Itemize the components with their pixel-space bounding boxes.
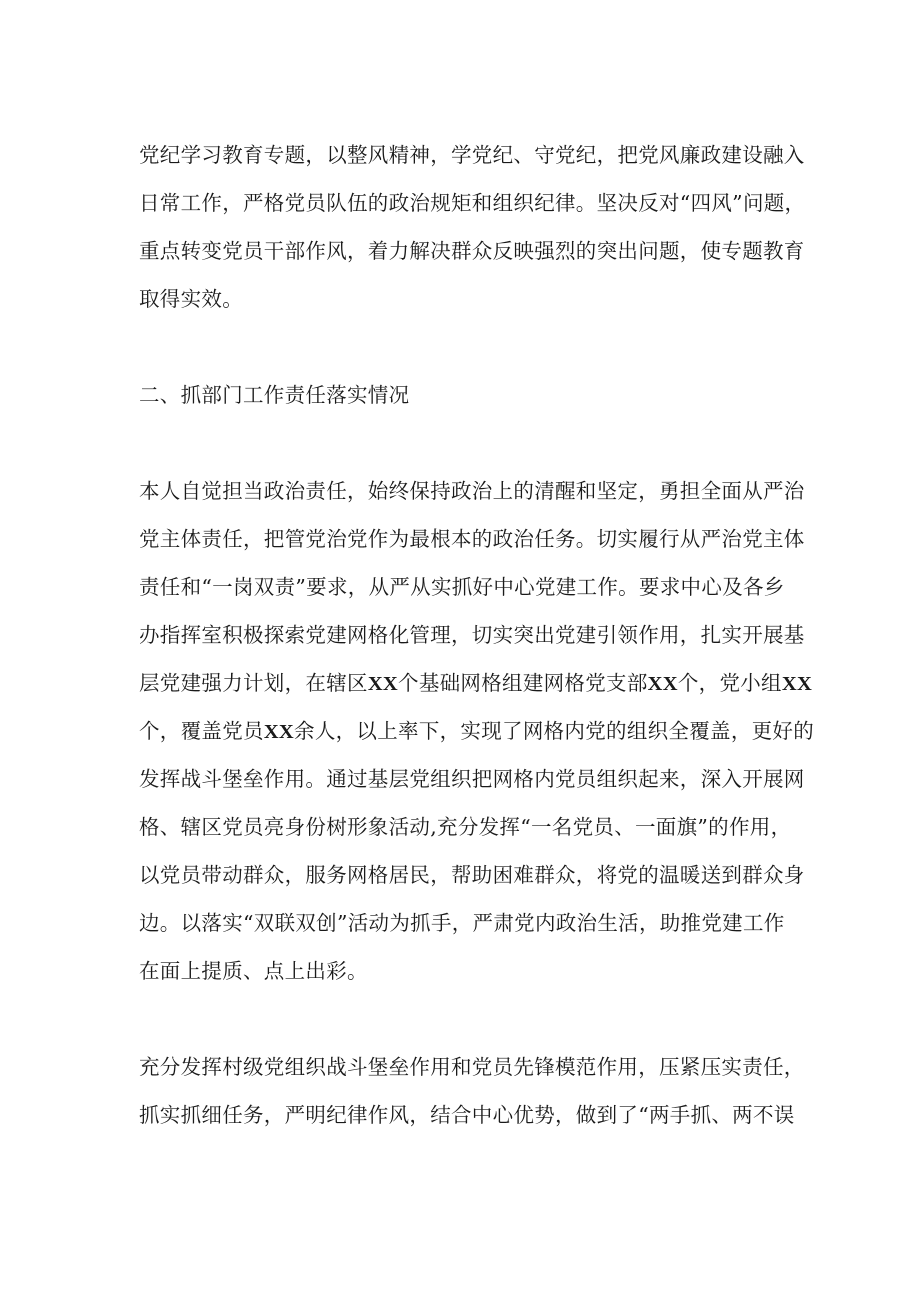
line-6-text-a: 个，覆盖党员 — [139, 719, 264, 743]
paragraph-1-line-1: 党纪学习教育专题，以整风精神，学党纪、守党纪，把党风廉政建设融入 — [139, 143, 805, 167]
paragraph-1-line-3: 重点转变党员干部作风，着力解决群众反映强烈的突出问题，使专题教育 — [139, 239, 805, 263]
paragraph-2-line-6 — [139, 718, 814, 745]
line-5-text-e: 个，党小组 — [677, 671, 782, 695]
paragraph-1-line-4: 取得实效。 — [139, 287, 243, 311]
paragraph-2-line-8: 格、辖区党员亮身份树形象活动,充分发挥“一名党员、一面旗”的作用， — [139, 815, 792, 839]
paragraph-2-line-2: 党主体责任，把管党治党作为最根本的政治任务。切实履行从严治党主体 — [139, 527, 805, 551]
paragraph-2-line-7: 发挥战斗堡垒作用。通过基层党组织把网格内党员组织起来，深入开展网 — [139, 767, 805, 791]
paragraph-2-line-4: 办指挥室积极探索党建网格化管理，切实突出党建引领作用，扎实开展基 — [139, 623, 805, 647]
line-6-text-c: 余人，以上率下，实现了网格内党的组织全覆盖，更好的 — [294, 719, 815, 743]
paragraph-2-line-11: 在面上提质、点上出彩。 — [139, 959, 368, 983]
section-heading: 二、抓部门工作责任落实情况 — [139, 383, 410, 407]
paragraph-2-line-5 — [139, 670, 812, 697]
paragraph-2-line-9: 以党员带动群众，服务网格居民，帮助困难群众，将党的温暖送到群众身 — [139, 863, 805, 887]
paragraph-2-line-10: 边。以落实“双联双创”活动为抓手，严肃党内政治生活，助推党建工作 — [139, 911, 785, 935]
line-5-text-a: 层党建强力计划，在辖区 — [139, 671, 368, 695]
placeholder-xx: XX — [263, 721, 295, 743]
paragraph-3-line-2: 抓实抓细任务，严明纪律作风，结合中心优势，做到了“两手抓、两不误 — [139, 1103, 795, 1127]
paragraph-3-line-1: 充分发挥村级党组织战斗堡垒作用和党员先锋模范作用，压紧压实责任， — [139, 1055, 805, 1079]
paragraph-1-line-2: 日常工作，严格党员队伍的政治规矩和组织纪律。坚决反对“四风”问题， — [139, 191, 806, 215]
line-5-text-c: 个基础网格组建网格党支部 — [398, 671, 648, 695]
placeholder-xx: XX — [367, 673, 399, 695]
placeholder-xx: XX — [647, 673, 678, 695]
paragraph-2-line-3: 责任和“一岗双责”要求，从严从实抓好中心党建工作。要求中心及各乡 — [139, 575, 785, 599]
placeholder-xx: XX — [781, 673, 813, 695]
paragraph-2-line-1: 本人自觉担当政治责任，始终保持政治上的清醒和坚定，勇担全面从严治 — [139, 479, 805, 503]
